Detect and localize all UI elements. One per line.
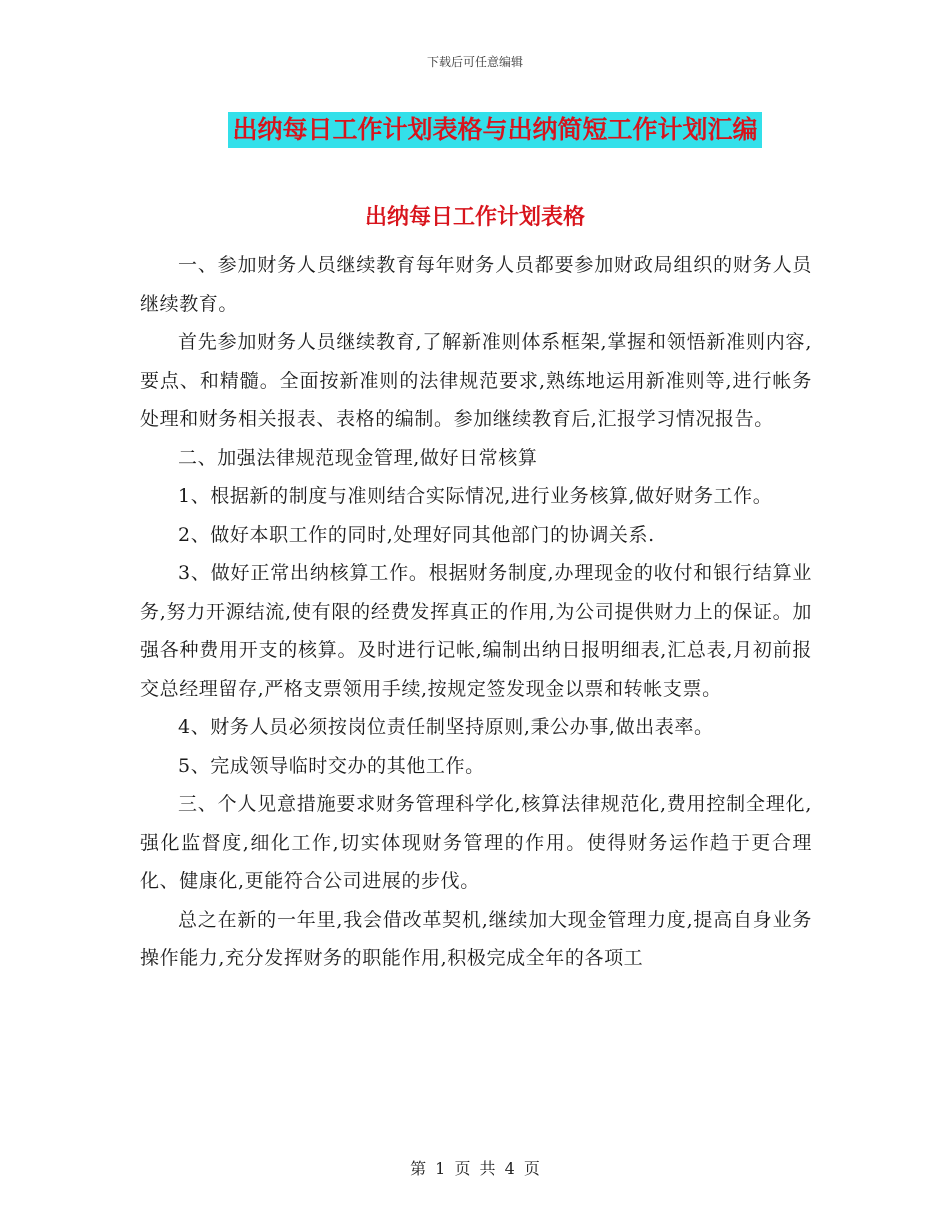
paragraph: 三、个人见意措施要求财务管理科学化,核算法律规范化,费用控制全理化,强化监督度,细化工作,切实体现财务管理的作用。使得财务运作趋于更合理化、健康化,更能符合公司进展的步伐。 (140, 793, 812, 892)
paragraph: 一、参加财务人员继续教育每年财务人员都要参加财政局组织的财务人员继续教育。 (140, 254, 812, 315)
paragraph: 二、加强法律规范现金管理,做好日常核算 (178, 446, 538, 469)
body-text (140, 246, 812, 978)
paragraph: 5、完成领导临时交办的其他工作。 (178, 754, 485, 777)
paragraph: 首先参加财务人员继续教育,了解新准则体系框架,掌握和领悟新准则内容,要点、和精髓。全面按新准则的法律规范要求,熟练地运用新准则等,进行帐务处理和财务相关报表、表格的编制。参加继续教育后,汇报学习情况报告。 (140, 331, 812, 430)
paragraph: 3、做好正常出纳核算工作。根据财务制度,办理现金的收付和银行结算业务,努力开源结流,使有限的经费发挥真正的作用,为公司提供财力上的保证。加强各种费用开支的核算。及时进行记帐,编制出纳日报明细表,汇总表,月初前报交总经理留存,严格支票领用手续,按规定签发现金以票和转帐支票。 (140, 562, 812, 700)
main-title: 出纳每日工作计划表格与出纳简短工作计划汇编 (228, 112, 761, 148)
section-title: 出纳每日工作计划表格 (364, 204, 585, 230)
paragraph: 1、根据新的制度与准则结合实际情况,进行业务核算,做好财务工作。 (178, 485, 773, 507)
header-note: 下载后可任意编辑 (426, 55, 523, 69)
paragraph: 总之在新的一年里,我会借改革契机,继续加大现金管理力度,提高自身业务操作能力,充分发挥财务的职能作用,积极完成全年的各项工 (140, 908, 812, 969)
paragraph: 4、财务人员必须按岗位责任制坚持原则,秉公办事,做出表率。 (178, 716, 714, 738)
main-title-container (0, 112, 950, 148)
page-footer: 第 1 页 共 4 页 (410, 1159, 540, 1178)
paragraph: 2、做好本职工作的同时,处理好同其他部门的协调关系. (178, 523, 655, 546)
